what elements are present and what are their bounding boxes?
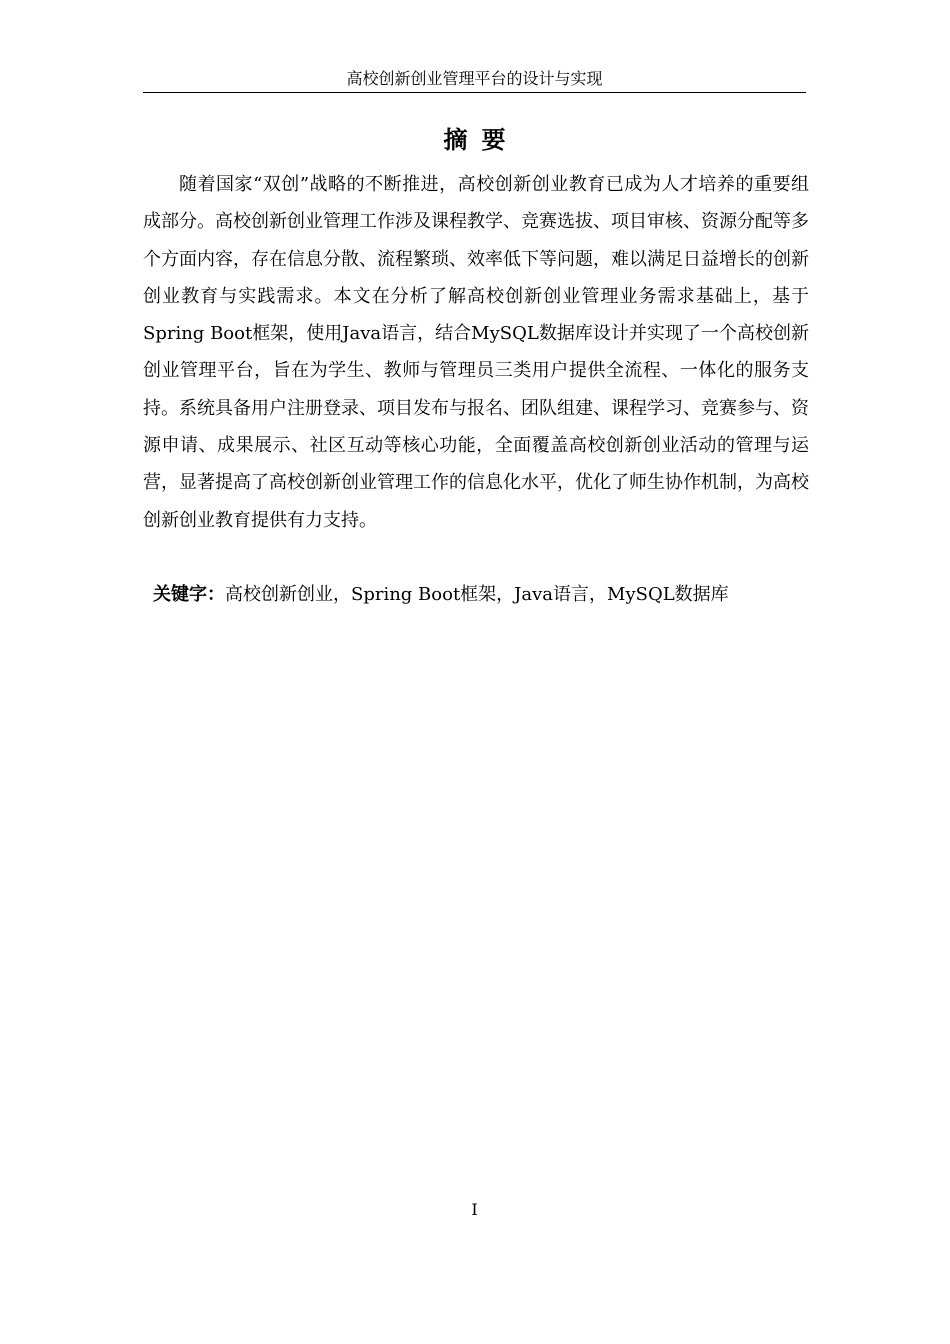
keywords-text: 高校创新创业，Spring Boot框架，Java语言，MySQL数据库: [225, 584, 729, 605]
abstract-body: 随着国家“双创”战略的不断推进，高校创新创业教育已成为人才培养的重要组成部分。高校创新创业管理工作涉及课程教学、竞赛选拔、项目审核、资源分配等多个方面内容，存在信息分散、流程繁琐、效率低下等问题，难以满足日益增长的创新创业教育与实践需求。本文在分析了解高校创新创业管理业务需求基础上，基于Spring Boot框架，使用Java语言，结合MySQL数据库设计并实现了一个高校创新创业管理平台，旨在为学生、教师与管理员三类用户提供全流程、一体化的服务支持。系统具备用户注册登录、项目发布与报名、团队组建、课程学习、竞赛参与、资源申请、成果展示、社区互动等核心功能，全面覆盖高校创新创业活动的管理与运营，显著提高了高校创新创业管理工作的信息化水平，优化了师生协作机制，为高校创新创业教育提供有力支持。: [143, 174, 809, 531]
running-header: 高校创新创业管理平台的设计与实现: [143, 66, 806, 93]
abstract-title: 摘要: [443, 126, 520, 154]
page-number: I: [471, 1200, 478, 1219]
keywords-label: 关键字：: [153, 584, 225, 605]
keywords-line: [153, 577, 809, 613]
